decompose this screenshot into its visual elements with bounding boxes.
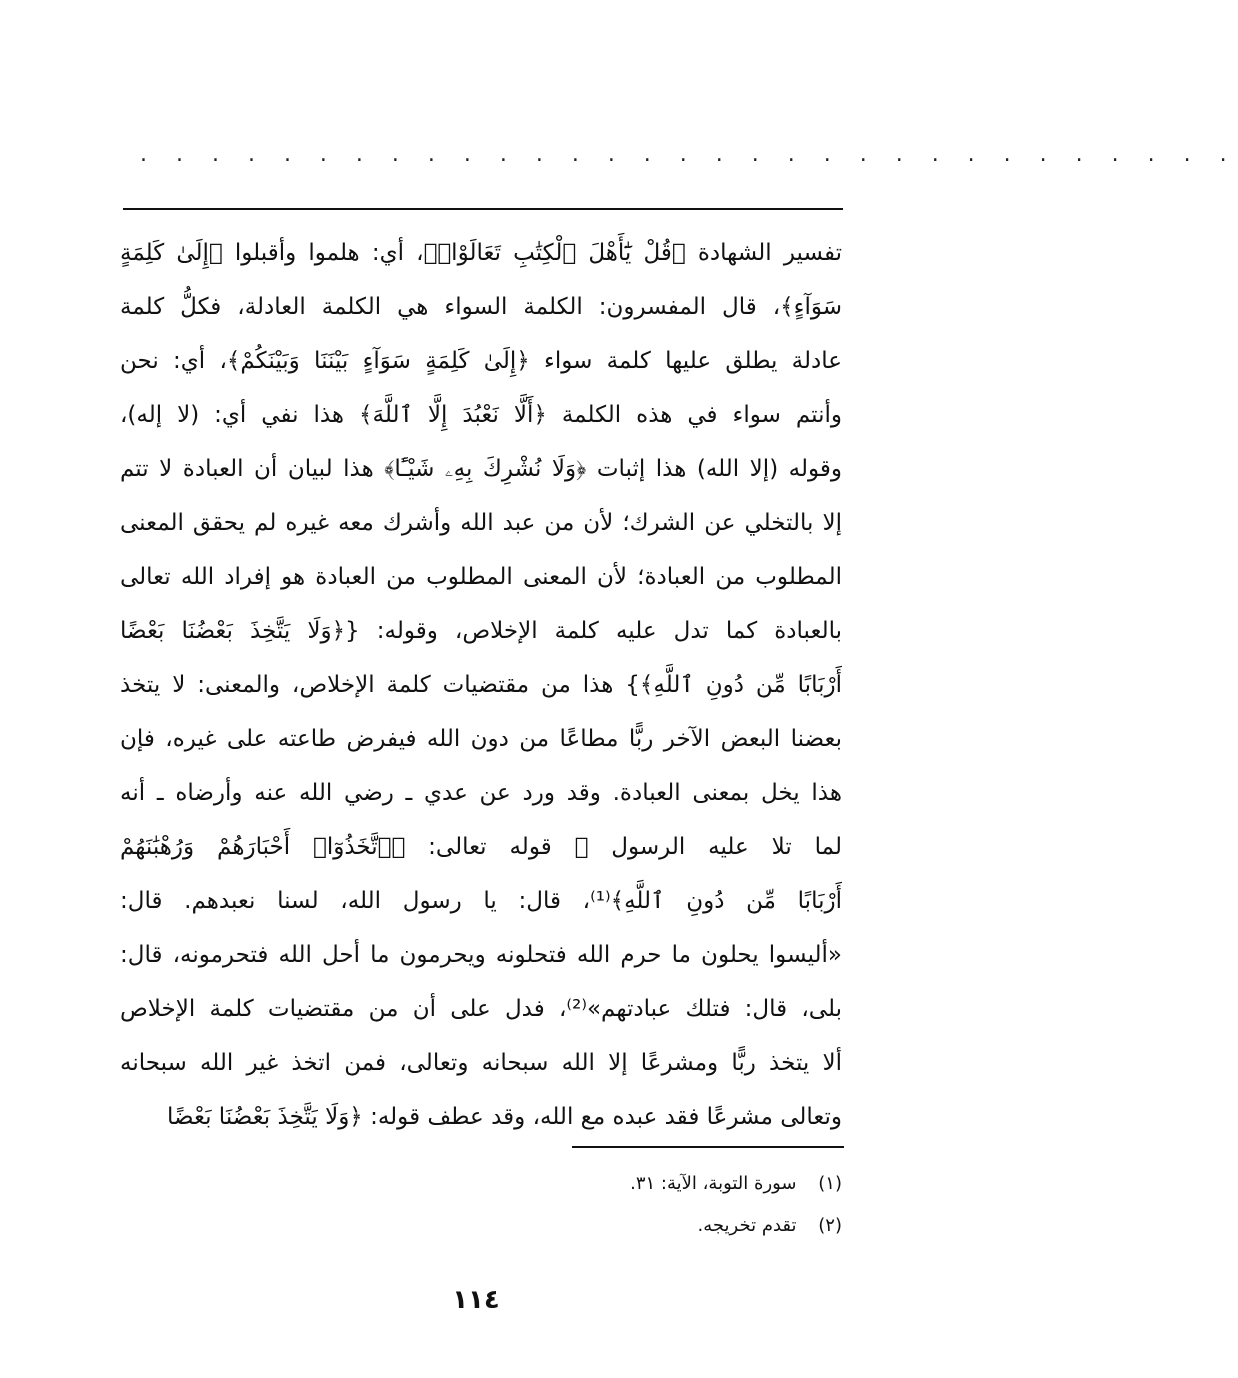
footnote-2	[420, 1205, 842, 1247]
body-line-8: بالعبادة كما تدل عليه كلمة الإخلاص، وقوله: {﴿وَلَا يَتَّخِذَ بَعْضُنَا بَعْضًا	[120, 618, 842, 644]
separator-dots: . . . . . . . . . . . . . . . . . . . . . . . . . . . . . . .	[140, 142, 1238, 167]
body-line-15: بلى، قال: فتلك عبادتهم»⁽²⁾، فدل على أن من مقتضيات كلمة الإخلاص	[120, 996, 842, 1022]
body-line-11: هذا يخل بمعنى العبادة. وقد ورد عن عدي ـ رضي الله عنه وأرضاه ـ أنه	[120, 780, 842, 806]
footnote-2-text: تقدم تخريجه.	[697, 1215, 797, 1236]
body-line-2: سَوَآءٍ﴾، قال المفسرون: الكلمة السواء هي الكلمة العادلة، فكلُّ كلمة	[120, 294, 842, 320]
footnote-1-text: سورة التوبة، الآية: ٣١.	[630, 1173, 797, 1194]
body-line-10: بعضنا البعض الآخر ربًّا مطاعًا من دون الله فيفرض طاعته على غيره، فإن	[120, 726, 842, 752]
body-line-3: عادلة يطلق عليها كلمة سواء ﴿إِلَىٰ كَلِمَةٍ سَوَآءٍ بَيْنَنَا وَبَيْنَكُمْ﴾، أي: نحن	[120, 348, 842, 374]
body-line-14: «أليسوا يحلون ما حرم الله فتحلونه ويحرمون ما أحل الله فتحرمونه، قال:	[120, 942, 842, 968]
body-line-4: وأنتم سواء في هذه الكلمة ﴿أَلَّا نَعْبُدَ إِلَّا ٱللَّهَ﴾ هذا نفي أي: (لا إله)،	[120, 402, 842, 428]
footnote-2-number: (٢)	[818, 1215, 842, 1236]
body-line-17: وتعالى مشرعًا فقد عبده مع الله، وقد عطف قوله: ﴿وَلَا يَتَّخِذَ بَعْضُنَا بَعْضًا	[167, 1104, 842, 1130]
body-line-6: إلا بالتخلي عن الشرك؛ لأن من عبد الله وأشرك معه غيره لم يحقق المعنى	[120, 510, 842, 536]
page-number: ١١٤	[452, 1285, 500, 1315]
body-line-13: أَرْبَابًا مِّن دُونِ ٱللَّهِ﴾⁽¹⁾، قال: يا رسول الله، لسنا نعبدهم. قال:	[120, 888, 842, 914]
body-line-7: المطلوب من العبادة؛ لأن المعنى المطلوب من العبادة هو إفراد الله تعالى	[120, 564, 842, 590]
body-line-1: تفسير الشهادة ﴿قُلْ يَٰٓأَهْلَ ٱلْكِتَٰبِ تَعَالَوْا۟﴾، أي: هلموا وأقبلوا ﴿إِلَىٰ كَلِمَةٍ	[120, 240, 842, 266]
footnotes	[420, 1163, 842, 1247]
footnote-1	[420, 1163, 842, 1205]
body-line-5: وقوله (إلا الله) هذا إثبات ﴿وَلَا نُشْرِكَ بِهِۦ شَيْـًٔا﴾ هذا لبيان أن العبادة لا تتم	[120, 456, 842, 482]
body-line-16: ألا يتخذ ربًّا ومشرعًا إلا الله سبحانه وتعالى، فمن اتخذ غير الله سبحانه	[120, 1050, 842, 1076]
body-text	[120, 226, 842, 1144]
footnote-1-number: (١)	[818, 1173, 842, 1194]
body-line-12: لما تلا عليه الرسول ﷺ قوله تعالى: ﴿ٱتَّخَذُوٓا۟ أَحْبَارَهُمْ وَرُهْبَٰنَهُمْ	[120, 834, 842, 860]
body-line-9: أَرْبَابًا مِّن دُونِ ٱللَّهِ﴾} هذا من مقتضيات كلمة الإخلاص، والمعنى: لا يتخذ	[120, 672, 842, 698]
header-rule	[123, 208, 843, 210]
footnote-rule	[572, 1146, 844, 1148]
